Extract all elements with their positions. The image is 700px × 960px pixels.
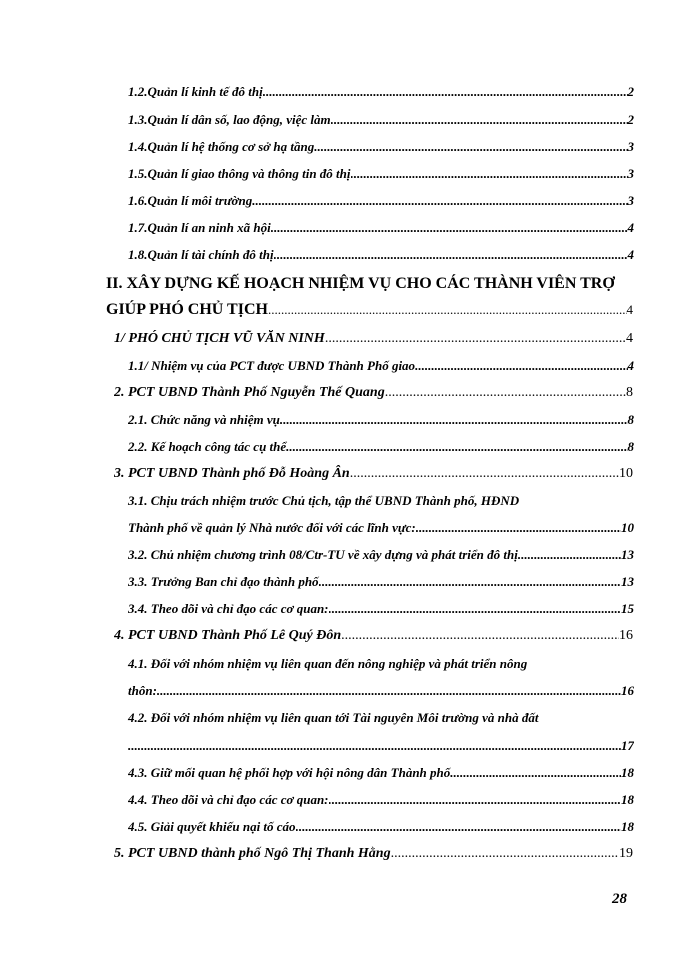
toc-leader-dots: [518, 545, 621, 565]
toc-entry-title: 1.1/ Nhiệm vụ của PCT được UBND Thành Phố giao: [128, 358, 416, 373]
toc-entry[interactable]: [128, 790, 634, 810]
toc-entry-page: 4: [626, 331, 633, 346]
toc-entry-title: 4. PCT UBND Thành Phố Lê Quý Đôn: [114, 628, 342, 643]
toc-entry-title: 3. PCT UBND Thành phố Đỗ Hoàng Ân: [114, 466, 350, 481]
toc-leader-dots: [325, 329, 626, 349]
toc-entry[interactable]: [128, 410, 634, 430]
toc-entry-page: 4: [627, 358, 634, 373]
toc-entry[interactable]: [114, 464, 633, 484]
toc-entry-title: 4.4. Theo dõi và chỉ đạo các cơ quan:: [128, 792, 329, 807]
toc-entry[interactable]: [114, 383, 633, 403]
toc-entry-title: 1/ PHÓ CHỦ TỊCH VŨ VĂN NINH: [114, 331, 325, 346]
toc-entry-title: 1.2.Quản lí kinh tế đô thị: [128, 84, 263, 99]
toc-entry-title: 1.3.Quản lí dân số, lao động, việc làm: [128, 112, 331, 127]
toc-entry[interactable]: [128, 518, 634, 538]
toc-entry-page: 16: [619, 628, 633, 643]
toc-leader-dots: [268, 300, 627, 320]
toc-entry-title: 1.7.Quản lí an ninh xã hội: [128, 220, 271, 235]
toc-entry-page: 15: [621, 601, 634, 616]
toc-entry-page: 3: [627, 166, 634, 181]
toc-entry-title: 1.8.Quản lí tài chính đô thị: [128, 247, 274, 262]
toc-entry-page: 2: [627, 84, 634, 99]
toc-entry-title-line1[interactable]: 4.2. Đối với nhóm nhiệm vụ liên quan tới Tài nguyên Môi trường và nhà đất: [128, 710, 539, 725]
toc-entry-title: 2.1. Chức năng và nhiệm vụ: [128, 412, 280, 427]
toc-section-heading[interactable]: II. XÂY DỰNG KẾ HOẠCH NHIỆM VỤ CHO CÁC THÀNH VIÊN TRỢ: [106, 275, 615, 292]
toc-entry-page: 18: [621, 792, 634, 807]
toc-entry-page: 18: [621, 765, 634, 780]
toc-entry-title: 4.5. Giải quyết khiếu nại tố cáo: [128, 819, 296, 834]
toc-entry[interactable]: [128, 572, 634, 592]
toc-leader-dots: [331, 110, 628, 130]
toc-entry-title-line1[interactable]: 3.1. Chịu trách nhiệm trước Chủ tịch, tập thể UBND Thành phố, HĐND: [128, 493, 520, 508]
toc-entry[interactable]: [128, 817, 634, 837]
toc-entry[interactable]: [128, 82, 634, 102]
toc-leader-dots: [350, 464, 619, 484]
toc-entry-page: 19: [619, 846, 633, 861]
toc-entry[interactable]: [128, 437, 634, 457]
toc-leader-dots: [274, 245, 628, 265]
toc-entry[interactable]: [128, 137, 634, 157]
toc-entry[interactable]: [128, 218, 634, 238]
toc-entry[interactable]: [128, 164, 634, 184]
toc-leader-dots: [128, 736, 621, 756]
toc-entry-page: 2: [627, 112, 634, 127]
toc-entry-page: 8: [627, 439, 634, 454]
toc-entry-title: thôn:: [128, 683, 157, 698]
toc-leader-dots: [286, 437, 627, 457]
toc-entry-title-line1[interactable]: 4.1. Đối với nhóm nhiệm vụ liên quan đến nông nghiệp và phát triển nông: [128, 656, 528, 671]
toc-leader-dots: [157, 681, 621, 701]
toc-entry[interactable]: [128, 736, 634, 756]
toc-entry-page: 4: [627, 247, 634, 262]
toc-entry-page: 17: [621, 738, 634, 753]
toc-entry-title: GIÚP PHÓ CHỦ TỊCH: [106, 301, 268, 318]
toc-leader-dots: [329, 599, 621, 619]
toc-entry-page: 4: [627, 220, 634, 235]
toc-entry-page: 8: [626, 385, 633, 400]
toc-entry-title: 3.2. Chủ nhiệm chương trình 08/Ctr-TU về xây dựng và phát triển đô thị: [128, 547, 518, 562]
toc-entry-page: 13: [621, 574, 634, 589]
toc-leader-dots: [271, 218, 628, 238]
toc-entry-page: 3: [627, 193, 634, 208]
toc-leader-dots: [351, 164, 628, 184]
toc-entry[interactable]: [128, 599, 634, 619]
toc-leader-dots: [319, 572, 621, 592]
toc-entry-page: 10: [621, 520, 634, 535]
toc-entry[interactable]: [128, 191, 634, 211]
toc-entry-page: 13: [621, 547, 634, 562]
toc-entry-page: 18: [621, 819, 634, 834]
toc-entry[interactable]: [114, 329, 633, 349]
toc-entry[interactable]: [106, 300, 633, 320]
toc-entry-page: 3: [627, 139, 634, 154]
toc-leader-dots: [296, 817, 621, 837]
toc-leader-dots: [416, 518, 621, 538]
toc-leader-dots: [385, 383, 626, 403]
toc-entry-title: 2. PCT UBND Thành Phố Nguyễn Thế Quang: [114, 385, 385, 400]
toc-entry-title: 5. PCT UBND thành phố Ngô Thị Thanh Hằng: [114, 846, 391, 861]
toc-leader-dots: [450, 763, 621, 783]
toc-entry-title: 1.6.Quản lí môi trường: [128, 193, 253, 208]
toc-entry-title: 4.3. Giữ mối quan hệ phối hợp với hội nông dân Thành phố: [128, 765, 451, 780]
toc-leader-dots: [391, 844, 619, 864]
toc-entry-title: 1.5.Quản lí giao thông và thông tin đô thị: [128, 166, 351, 181]
toc-entry-title: 3.3. Trưởng Ban chỉ đạo thành phố: [128, 574, 319, 589]
toc-entry[interactable]: [128, 110, 634, 130]
toc-entry-page: 4: [626, 302, 633, 317]
toc-leader-dots: [263, 82, 628, 102]
toc-entry[interactable]: [128, 763, 634, 783]
toc-entry-title: Thành phố về quản lý Nhà nước đối với các lĩnh vực:: [128, 520, 416, 535]
toc-entry[interactable]: [114, 844, 633, 864]
toc-entry[interactable]: [128, 681, 634, 701]
toc-leader-dots: [415, 356, 627, 376]
toc-entry-page: 8: [627, 412, 634, 427]
toc-leader-dots: [329, 790, 621, 810]
toc-entry[interactable]: [128, 245, 634, 265]
toc-entry[interactable]: [114, 626, 633, 646]
toc-entry-title: 1.4.Quản lí hệ thống cơ sở hạ tầng: [128, 139, 315, 154]
toc-entry-page: 10: [619, 466, 633, 481]
toc-leader-dots: [314, 137, 627, 157]
toc-entry-title: 3.4. Theo dõi và chỉ đạo các cơ quan:: [128, 601, 329, 616]
toc-entry-page: 16: [621, 683, 634, 698]
page-number: 28: [612, 891, 627, 907]
toc-entry-title: 2.2. Kế hoạch công tác cụ thể: [128, 439, 287, 454]
toc-leader-dots: [280, 410, 628, 430]
toc-leader-dots: [252, 191, 627, 211]
toc-leader-dots: [341, 626, 619, 646]
toc-entry[interactable]: [128, 545, 634, 565]
toc-entry[interactable]: [128, 356, 634, 376]
